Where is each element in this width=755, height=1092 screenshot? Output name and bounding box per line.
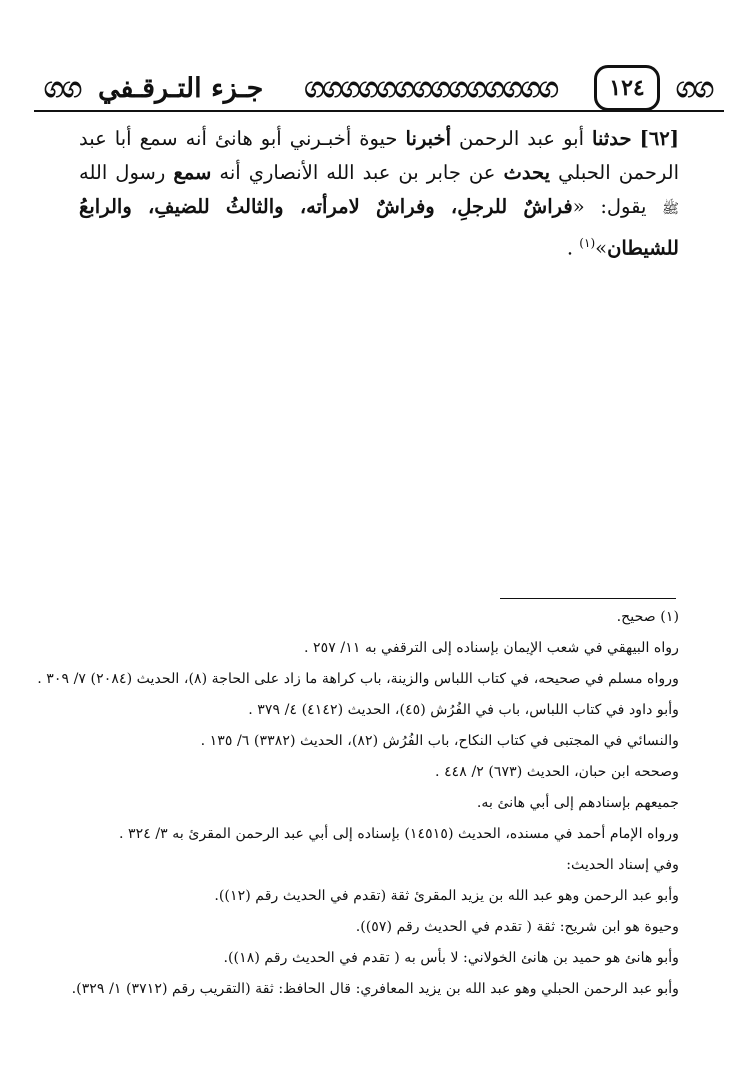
footnote-line: وأبو عبد الرحمن وهو عبد الله بن يزيد المقرئ ثقة (تقدم في الحديث رقم (١٢)). [214, 888, 679, 904]
page-number: ١٢٤ [594, 65, 660, 111]
hadith-paragraph [79, 122, 679, 266]
footnotes [39, 602, 679, 1005]
narrator-text: رسول الله [79, 161, 166, 184]
ornament-middle: ගගගගගගගගගගගගගග [304, 71, 557, 104]
footnote-line: والنسائي في المجتبى في كتاب النكاح، باب الفُرُش (٨٢)، الحديث (٣٣٨٢) ٦/ ١٣٥ . [200, 733, 679, 749]
narration-term: أخبرنا [405, 127, 451, 150]
header-divider [34, 110, 724, 112]
ornament-left: ගග [43, 71, 81, 104]
footnote-line: رواه البيهقي في شعب الإيمان بإسناده إلى الترقفي به ١١/ ٢٥٧ . [304, 640, 679, 656]
footnote-ref: (١) [579, 236, 596, 250]
narrator-text: حيوة أخبـرني أبو هانئ أنه سمع أبا عبد الرحمن الحبلي [79, 127, 679, 184]
footnote-line: وصححه ابن حبان، الحديث (٦٧٣) ٢/ ٤٤٨ . [435, 764, 679, 780]
footnote-divider [500, 598, 676, 599]
book-title: جـزء التـرقـفي [98, 72, 264, 104]
footnote-line: وأبو عبد الرحمن الحبلي وهو عبد الله بن يزيد المعافري: قال الحافظ: ثقة (التقريب رقم (٣٧١٢) ١/ ٣٢٩). [71, 981, 679, 997]
salutation-glyph: ﷺ [662, 201, 680, 217]
footnote-line: وفي إسناد الحديث: [566, 857, 679, 873]
narrator-text: يقول: « [572, 195, 647, 218]
narrator-text: أبو عبد الرحمن [459, 127, 584, 150]
footnote-line: وأبو هانئ هو حميد بن هانئ الخولاني: لا بأس به ( تقدم في الحديث رقم (١٨)). [223, 950, 679, 966]
footnote-line: (١) صحيح. [616, 609, 679, 625]
footnote-line: جميعهم بإسنادهم إلى أبي هانئ به. [476, 795, 679, 811]
page-header [34, 64, 724, 112]
footnote-line: ورواه مسلم في صحيحه، في كتاب اللباس والزينة، باب كراهة ما زاد على الحاجة (٨)، الحديث (٢٠٨٤) ٧/ ٣٠٩ . [37, 671, 679, 687]
end-period: . [566, 236, 574, 260]
ornament-right: ගග [675, 71, 713, 104]
footnote-line: وحيوة هو ابن شريح: ثقة ( تقدم في الحديث رقم (٥٧)). [355, 919, 679, 935]
hadith-number: [٦٢] [639, 127, 679, 150]
footnote-line: وأبو داود في كتاب اللباس، باب في الفُرُش (٤٥)، الحديث (٤١٤٢) ٤/ ٣٧٩ . [248, 702, 679, 718]
footnote-line: ورواه الإمام أحمد في مسنده، الحديث (١٤٥١٥) بإسناده إلى أبي عبد الرحمن المقرئ به ٣/ ٣٢٤ . [118, 826, 679, 842]
hadith-text [79, 122, 679, 266]
narration-term: يحدث [503, 161, 551, 184]
hadith-matn: فراشٌ للرجلِ، وفراشٌ لامرأته، والثالثُ للضيفِ، والرابعُ للشيطان [79, 195, 679, 260]
narration-term: حدثنا [592, 127, 632, 150]
narration-term: سمع [173, 161, 212, 184]
quote-close: » [595, 236, 608, 260]
narrator-text: عن جابر بن عبد الله الأنصاري أنه [219, 161, 496, 184]
